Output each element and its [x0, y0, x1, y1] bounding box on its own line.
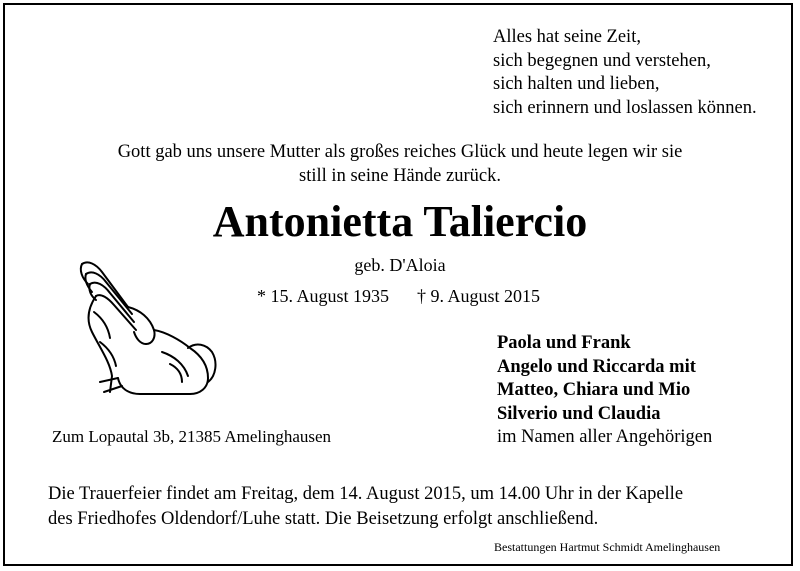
intro-text	[0, 140, 800, 188]
poem	[493, 26, 757, 120]
funeral-home-credit: Bestattungen Hartmut Schmidt Amelinghausen	[494, 540, 721, 554]
praying-hands-icon	[70, 252, 220, 402]
birth-date: * 15. August 1935	[257, 286, 390, 306]
address: Zum Lopautal 3b, 21385 Amelinghausen	[52, 427, 332, 446]
service-info	[48, 482, 683, 532]
mourner-line: Angelo und Riccarda mit	[497, 356, 696, 377]
intro-line: still in seine Hände zurück.	[299, 166, 501, 186]
poem-line: sich begegnen und verstehen,	[493, 50, 711, 71]
poem-line: sich halten und lieben,	[493, 74, 660, 94]
mourner-line: Paola und Frank	[497, 333, 631, 353]
service-line: des Friedhofes Oldendorf/Luhe statt. Die Beisetzung erfolgt anschließend.	[48, 509, 599, 529]
intro-line: Gott gab uns unsere Mutter als großes reiches Glück und heute legen wir sie	[117, 142, 683, 162]
poem-line: Alles hat seine Zeit,	[493, 27, 641, 47]
service-line: Die Trauerfeier findet am Freitag, dem 14. August 2015, um 14.00 Uhr in der Kapelle	[48, 484, 684, 504]
mourner-line: Silverio und Claudia	[497, 403, 661, 424]
mourner-line: Matteo, Chiara und Mio	[497, 380, 691, 400]
death-date: † 9. August 2015	[417, 286, 541, 306]
maiden-name: geb. D'Aloia	[354, 255, 446, 275]
poem-line: sich erinnern und loslassen können.	[493, 97, 757, 118]
deceased-name: Antonietta Taliercio	[212, 197, 588, 246]
mourners	[497, 332, 712, 450]
mourners-closing: im Namen aller Angehörigen	[497, 427, 713, 447]
